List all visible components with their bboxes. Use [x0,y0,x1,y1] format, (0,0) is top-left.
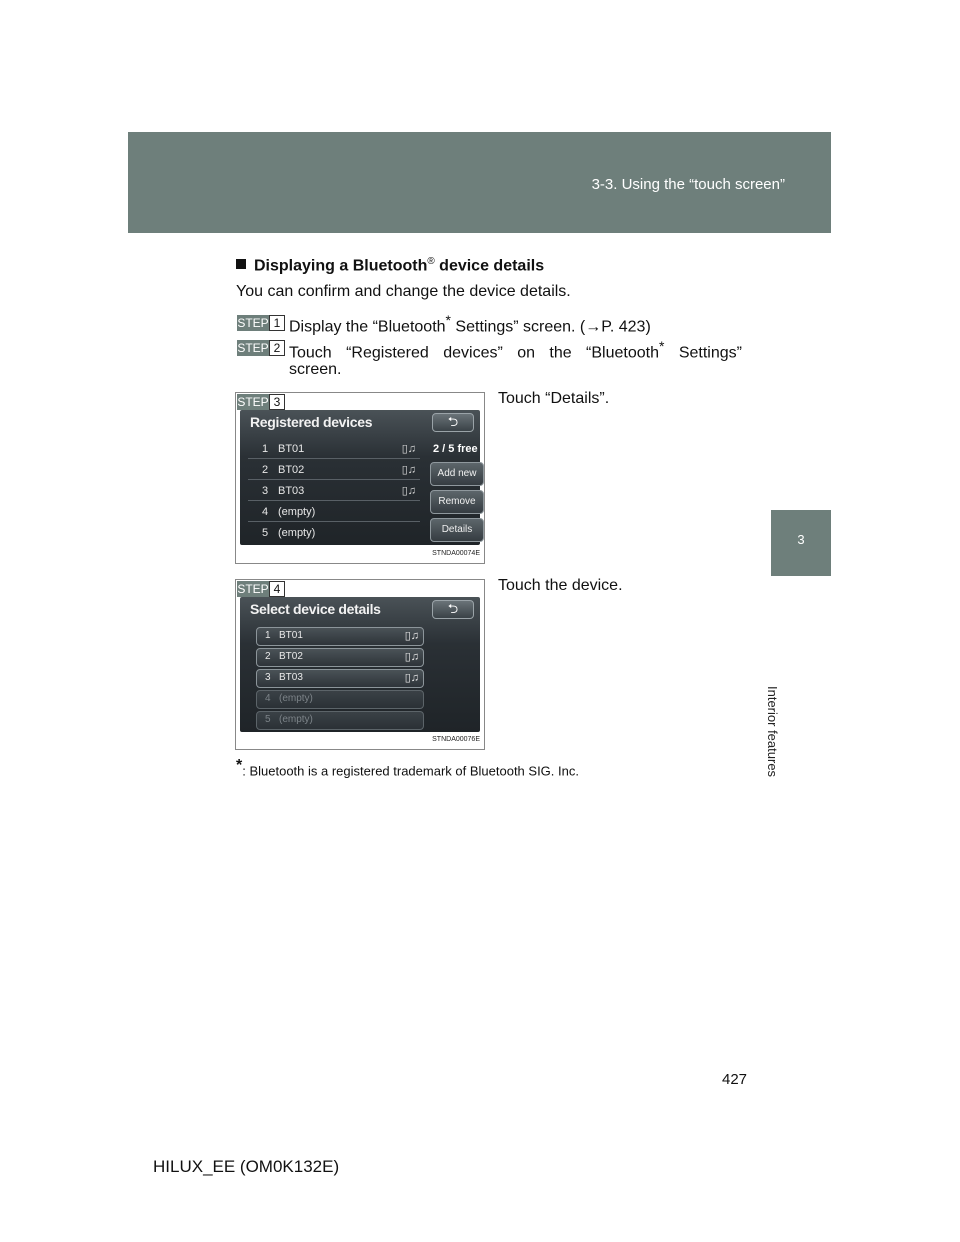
bullet-square-icon [236,259,246,269]
step-badge-1: STEP 1 [237,315,287,331]
phone-music-icon: ▯♫ [401,464,416,476]
list-item[interactable]: 3 BT03 ▯♫ [248,482,420,501]
device-button-bt03[interactable]: 3 BT03 ▯♫ [256,669,424,688]
step-badge-4: STEP 4 [237,581,287,597]
back-button[interactable]: ⮌ [432,413,474,432]
list-item[interactable]: 1 BT01 ▯♫ [248,440,420,459]
registered-devices-screen [240,410,480,545]
step-3-text: Touch “Details”. [498,390,610,407]
list-item[interactable]: 5 (empty) [262,527,316,539]
list-item[interactable]: 4 (empty) [248,503,420,522]
section-title: 3-3. Using the “touch screen” [591,176,785,193]
screen-title: Select device details [250,601,381,617]
step-1-text: Display the “Bluetooth* Settings” screen. (→P. 423) [289,312,651,336]
section-heading: Displaying a Bluetooth® device details [236,256,544,275]
intro-text: You can confirm and change the device details. [236,283,571,300]
chapter-tab [771,510,831,576]
figure-registered-devices [235,392,485,564]
device-button-bt02[interactable]: 2 BT02 ▯♫ [256,648,424,667]
step-badge-2: STEP 2 [237,340,287,356]
phone-music-icon: ▯♫ [404,630,419,642]
chapter-number: 3 [797,532,805,547]
footnote: *: Bluetooth is a registered trademark of Bluetooth SIG. Inc. [236,757,579,779]
select-device-details-screen [240,597,480,732]
add-new-button[interactable]: Add new [430,462,484,486]
device-button-empty-4: 4 (empty) [256,690,424,709]
phone-music-icon: ▯♫ [404,651,419,663]
figure-code: STNDA00076E [432,736,480,743]
back-button[interactable]: ⮌ [432,600,474,619]
step-2-text: Touch “Registered devices” on the “Bluetooth* Settings” [289,338,742,362]
step-2-text-cont: screen. [289,361,342,378]
list-item[interactable]: 2 BT02 ▯♫ [248,461,420,480]
phone-music-icon: ▯♫ [401,443,416,455]
page-number: 427 [722,1071,748,1088]
section-header [128,132,831,233]
phone-music-icon: ▯♫ [404,672,419,684]
chapter-label: Interior features [765,686,780,778]
phone-music-icon: ▯♫ [401,485,416,497]
details-button[interactable]: Details [430,518,484,542]
document-id: HILUX_EE (OM0K132E) [153,1157,340,1176]
screen-title: Registered devices [250,414,373,430]
step-4-text: Touch the device. [498,577,623,594]
device-button-empty-5: 5 (empty) [256,711,424,730]
remove-button[interactable]: Remove [430,490,484,514]
figure-code: STNDA00074E [432,550,480,557]
figure-select-device-details [235,579,485,750]
step-badge-3: STEP 3 [237,394,287,410]
free-slots-count: 2 / 5 free [433,443,478,455]
device-button-bt01[interactable]: 1 BT01 ▯♫ [256,627,424,646]
